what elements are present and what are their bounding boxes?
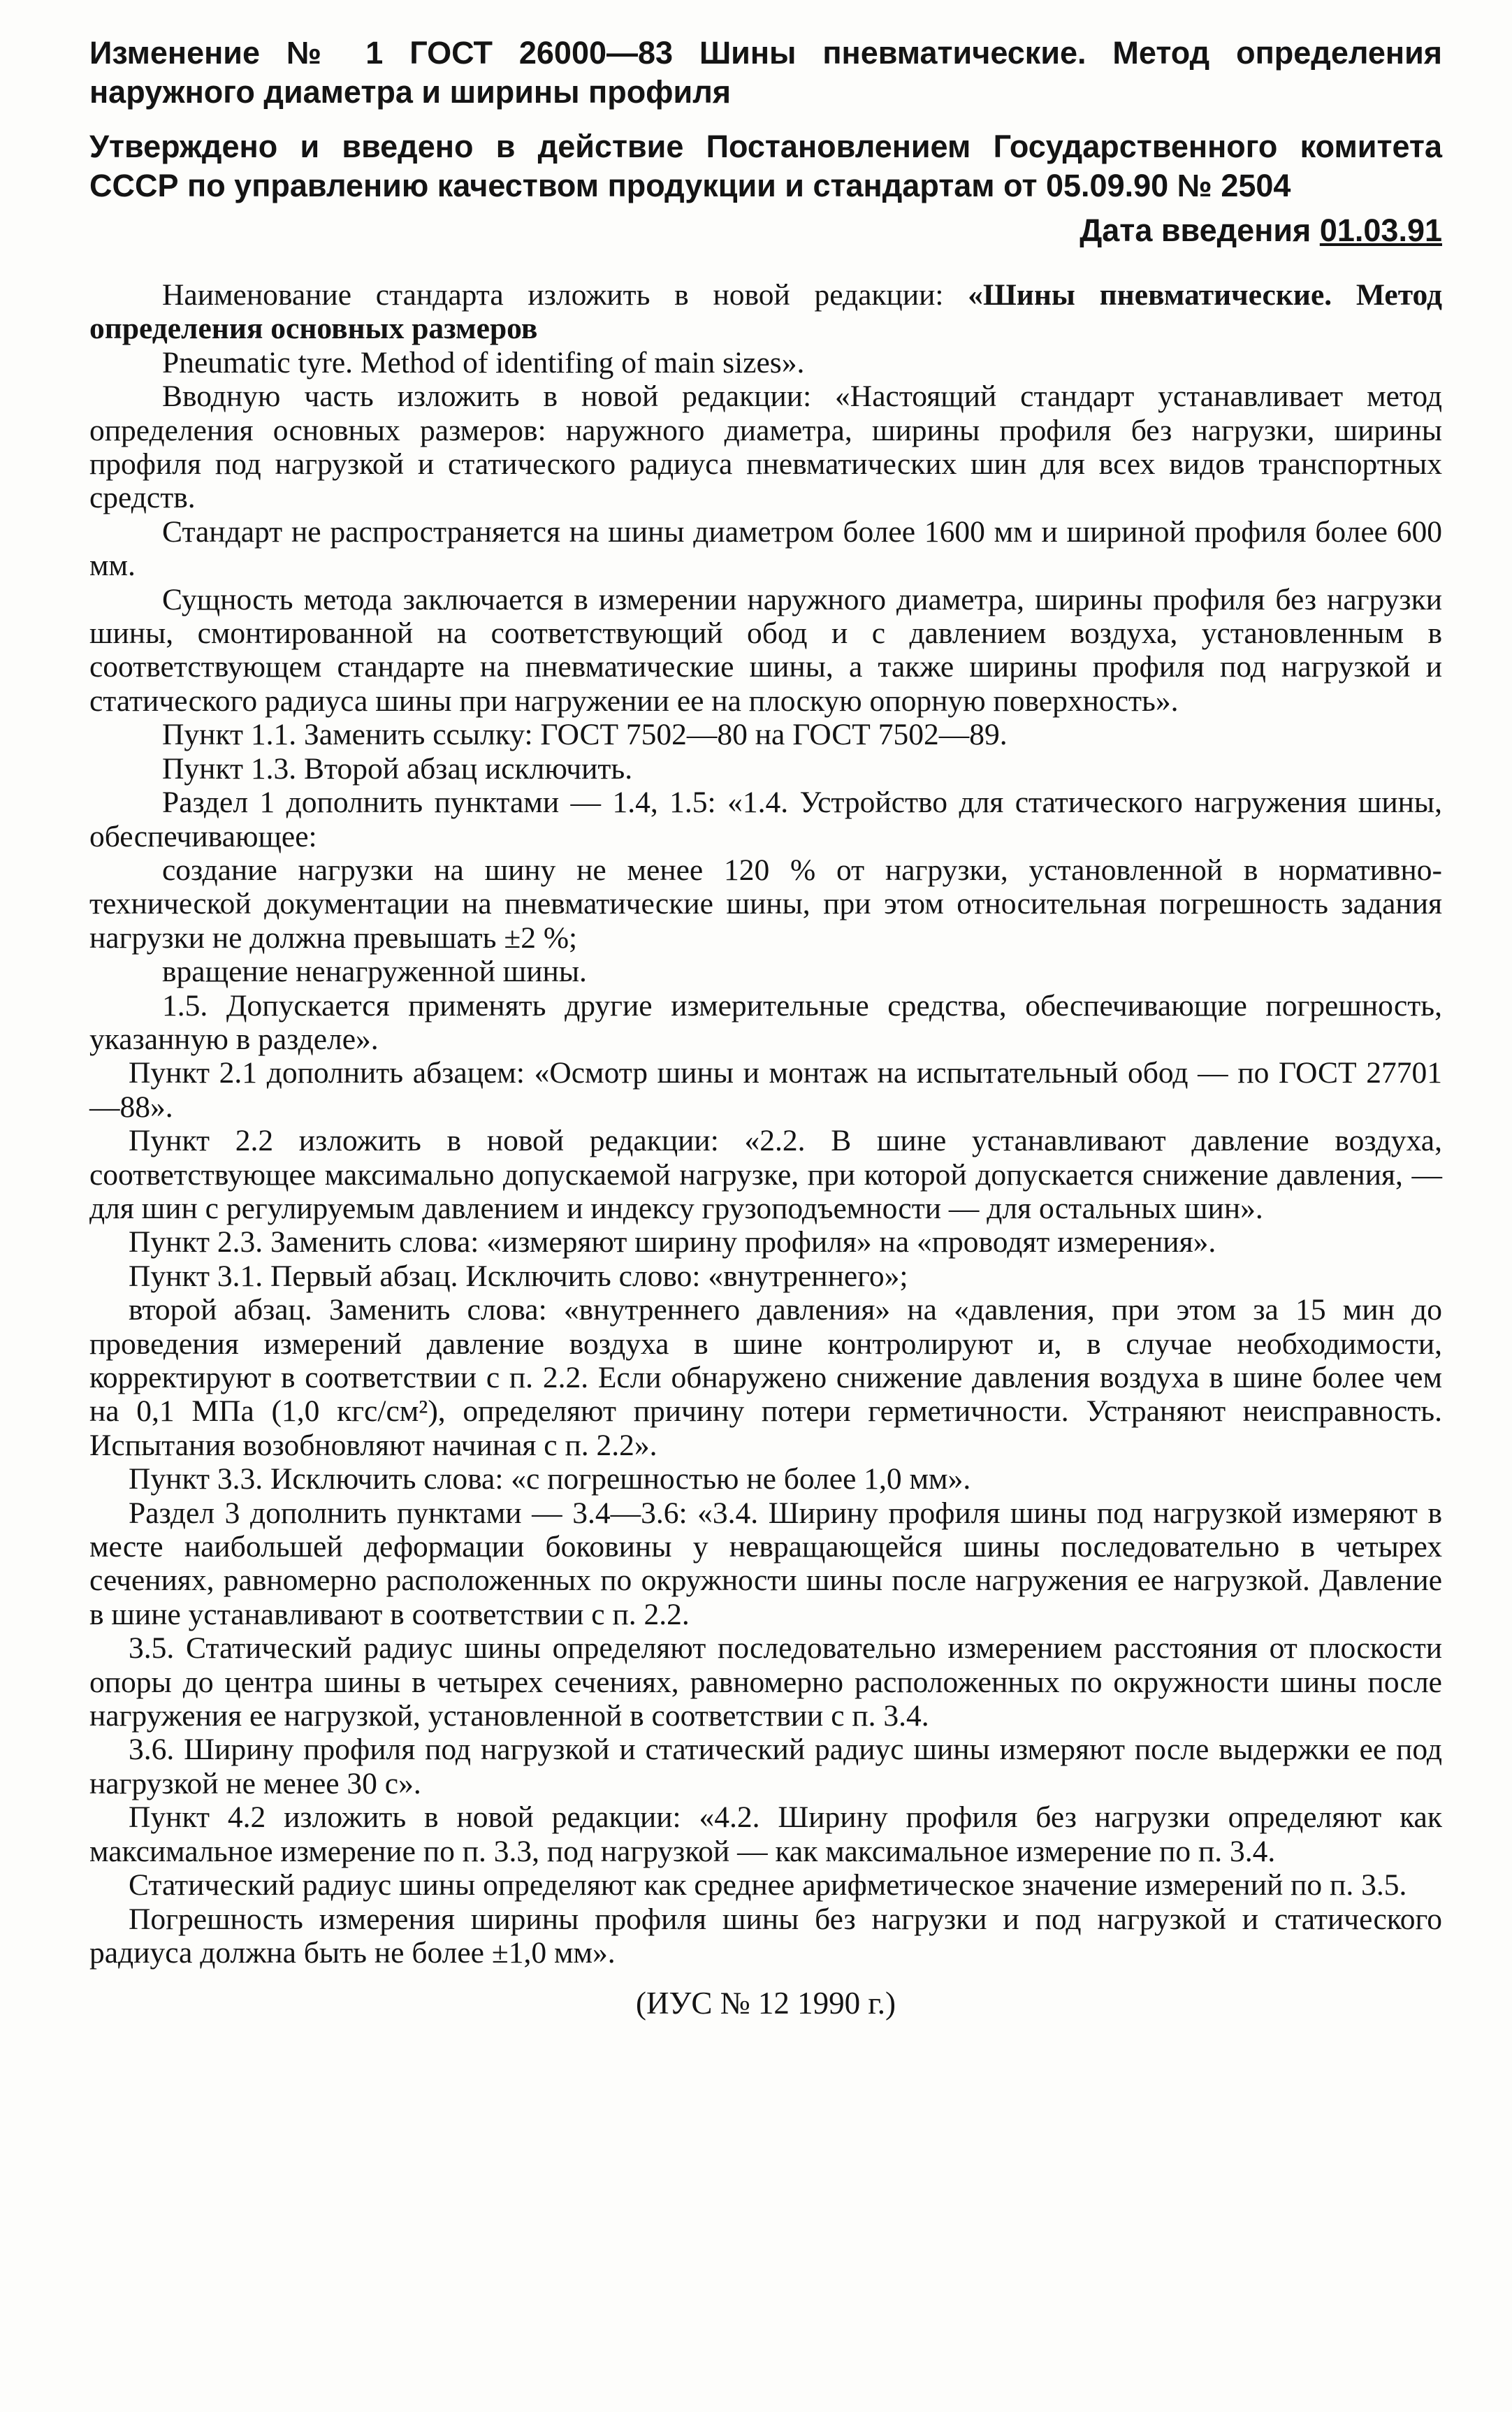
paragraph: Пункт 1.1. Заменить ссылку: ГОСТ 7502—80 на ГОСТ 7502—89. [162,718,1008,752]
paragraph: Статический радиус шины определяют как среднее арифметическое значение измерений по п. 3.5. [129,1868,1407,1902]
effective-date-label: Дата введения [1080,212,1311,248]
effective-date [89,211,1442,250]
paragraph [89,278,1442,346]
paragraph-text: Наименование стандарта изложить в новой редакции: [162,278,944,312]
paragraph: второй абзац. Заменить слова: «внутреннего давления» на «давления, при этом за 15 мин до проведения измерений давление воздуха в шине контролируют и, в случае необходимости, корректируют в соответствии с п. 2.2. Если обнаружено снижение давления воздуха в шине более чем на 0,1 МПа (1,0 кгс/см²), определяют причину потери герметичности. Устраняют неисправность. Испытания возобновляют начиная с п. 2.2». [89,1293,1442,1462]
document-title: Изменение № 1 ГОСТ 26000—83 Шины пневматические. Метод определения наружного диаметра и ширины профиля [89,35,1442,110]
paragraph: Пункт 2.1 дополнить абзацем: «Осмотр шины и монтаж на испытательный обод — по ГОСТ 27701—88». [89,1056,1442,1124]
paragraph: 3.6. Ширину профиля под нагрузкой и статический радиус шины измеряют после выдержки ее под нагрузкой не менее 30 с». [89,1733,1442,1800]
paragraph: Пункт 2.2 изложить в новой редакции: «2.2. В шине устанавливают давление воздуха, соответствующее максимально допускаемой нагрузке, при которой допускается снижение давления, — для шин с регулируемым давлением и индексу грузоподъемности — для остальных шин». [89,1124,1442,1225]
paragraph: Пункт 3.3. Исключить слова: «с погрешностью не более 1,0 мм». [129,1462,971,1496]
approval-statement: Утверждено и введено в действие Постановлением Государственного комитета СССР по управлению качеством продукции и стандартам от 05.09.90 № 2504 [89,129,1442,203]
paragraph: Пункт 1.3. Второй абзац исключить. [162,751,633,786]
document-body [89,278,1442,1970]
paragraph: Пункт 4.2 изложить в новой редакции: «4.2. Ширину профиля без нагрузки определяют как максимальное измерение по п. 3.3, под нагрузкой — как максимальное измерение по п. 3.4. [89,1800,1442,1868]
paragraph: Пункт 3.1. Первый абзац. Исключить слово: «внутреннего»; [129,1259,908,1293]
paragraph: 1.5. Допускается применять другие измерительные средства, обеспечивающие погрешность, указанную в разделе». [89,988,1442,1056]
paragraph: создание нагрузки на шину не менее 120 % от нагрузки, установленной в нормативно-технической документации на пневматические шины, при этом относительная погрешность задания нагрузки не должна превышать ±2 %; [89,853,1442,955]
source-reference: (ИУС № 12 1990 г.) [636,1986,896,2021]
paragraph: Раздел 3 дополнить пунктами — 3.4—3.6: «3.4. Ширину профиля шины под нагрузкой измеряют в месте наибольшей деформации боковины у невращающейся шины последовательно в четырех сечениях, равномерно расположенных по окружности шины после нагружения ее нагрузкой. Давление в шине устанавливают в соответствии с п. 2.2. [89,1496,1442,1631]
effective-date-value: 01.03.91 [1319,212,1442,248]
paragraph: Стандарт не распространяется на шины диаметром более 1600 мм и шириной профиля более 600 мм. [89,514,1442,583]
paragraph: Раздел 1 дополнить пунктами — 1.4, 1.5: «1.4. Устройство для статического нагружения шины, обеспечивающее: [89,786,1442,853]
paragraph: 3.5. Статический радиус шины определяют последовательно измерением расстояния от плоскости опоры до центра шины в четырех сечениях, равномерно расположенных по окружности шины после нагружения ее нагрузкой, установленной в соответствии с п. 3.4. [89,1631,1442,1733]
new-title-ru: «Шины пневматические. Метод определения основных размеров [89,278,1443,346]
new-title-en: Pneumatic tyre. Method of identifing of main sizes». [162,345,805,380]
paragraph: Погрешность измерения ширины профиля шины без нагрузки и под нагрузкой и статического радиуса должна быть не более ±1,0 мм». [89,1902,1442,1970]
paragraph: Пункт 2.3. Заменить слова: «измеряют ширину профиля» на «проводят измерения». [129,1225,1216,1259]
paragraph: Вводную часть изложить в новой редакции: «Настоящий стандарт устанавливает метод определения основных размеров: наружного диаметра, ширины профиля без нагрузки, ширины профиля под нагрузкой и статического радиуса пневматических шин для всех видов транспортных средств. [89,380,1442,515]
paragraph: Сущность метода заключается в измерении наружного диаметра, ширины профиля без нагрузки шины, смонтированной на соответствующий обод и с давлением воздуха, установленным в соответствующем стандарте на пневматические шины, а также ширины профиля под нагрузкой и статического радиуса шины при нагружении ее на плоскую опорную поверхность». [89,582,1442,718]
paragraph: вращение ненагруженной шины. [162,955,587,989]
